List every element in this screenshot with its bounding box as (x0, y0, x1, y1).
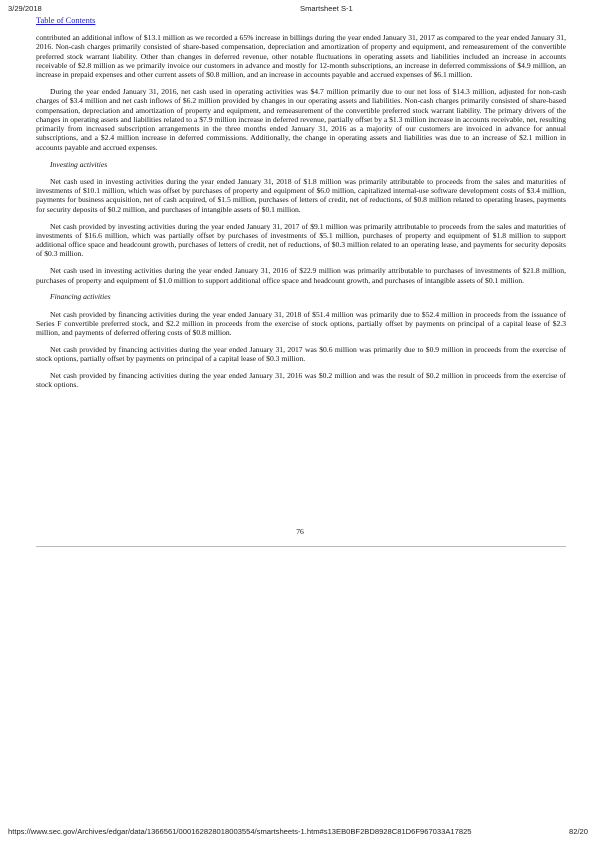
paragraph-financing-2016: Net cash provided by financing activities during the year ended January 31, 2016 was $0.2 million and was the result of $0.2 million in proceeds from the exercise of stock options. (36, 371, 566, 390)
document-title: Smartsheet S-1 (300, 4, 353, 13)
paragraph-financing-2017: Net cash provided by financing activities during the year ended January 31, 2017 was $0.6 million was primarily due to $0.9 million in proceeds from the exercise of stock options, partially offset by payments on principal of a capital lease of $0.3 million. (36, 345, 566, 364)
page-number: 76 (296, 527, 304, 536)
paragraph-investing-2017: Net cash provided by investing activities during the year ended January 31, 2017 of $9.1 million was primarily attributable to proceeds from the sales and maturities of investments of $16.6 million, which was partially offset by purchases of investments of $5.1 million, purchases of property and equipment of $1.8 million to support additional office space and headcount growth, purchases of letters of credit, net of reductions, of $0.3 million related to an operating lease, and payments for security deposits of $0.3 million. (36, 221, 566, 259)
paragraph-operating-2017: contributed an additional inflow of $13.1 million as we recorded a 65% increase in billings during the year ended January 31, 2017 as compared to the year ended January 31, 2016. Non-cash charges primarily consisted of share-based compensation, depreciation and amortization of property and equipment, and remeasurement of the convertible preferred stock warrant liability. Other than changes in deferred revenue, other notable fluctuations in operating assets and liabilities included an increase in accounts receivable of $2.8 million as we primarily invoice our customers in advance and mostly for 12-month subscriptions, an increase in deferred commissions of $4.9 million, an increase in prepaid expenses and other current assets of $0.8 million, and an increase in accounts payable and accrued expenses of $6.1 million. (36, 33, 566, 80)
paragraph-investing-2016: Net cash used in investing activities during the year ended January 31, 2016 of $22.9 million was primarily attributable to purchases of investments of $21.8 million, purchases of property and equipment of $1.0 million to support additional office space and headcount growth, and purchases of intangible assets of $0.1 million. (36, 266, 566, 285)
document-body (36, 33, 566, 397)
table-of-contents-link[interactable]: Table of Contents (36, 16, 96, 25)
paragraph-financing-2018: Net cash provided by financing activities during the year ended January 31, 2018 of $51.4 million was primarily due to $52.4 million in proceeds from the issuance of Series F convertible preferred stock, and $2.2 million in proceeds from the exercise of stock options, partially offset by payments on principal of a capital lease of $2.3 million, and payments of deferred offering costs of $0.8 million. (36, 309, 566, 338)
heading-financing-activities: Financing activities (50, 292, 111, 302)
footer-url: https://www.sec.gov/Archives/edgar/data/1366561/000162828018003554/smartsheets-1.htm#s13EB0BF2BD8928C81D6F967033A17825 (8, 827, 472, 836)
paragraph-operating-2016: During the year ended January 31, 2016, net cash used in operating activities was $4.7 million primarily due to our net loss of $14.3 million, adjusted for non-cash charges of $3.4 million and net cash inflows of $6.2 million provided by changes in our operating assets and liabilities. Non-cash charges primarily consisted of share-based compensation, depreciation and amortization of property and equipment, and remeasurement of the convertible preferred stock warrant liability. The primary drivers of the changes in operating assets and liabilities related to a $7.9 million increase in deferred revenue, partially offset by a $1.3 million increase in accounts receivable, net, resulting primarily from increased subscription arrangements in the three months ended January 31, 2016 as a majority of our customers are invoiced in advance for annual subscriptions, and a $2.4 million increase in deferred commissions. Additionally, the change in operating assets and liabilities was due to an increase of $2.1 million in accounts payable and accrued expenses. (36, 86, 566, 152)
paragraph-investing-2018: Net cash used in investing activities during the year ended January 31, 2018 of $1.8 million was primarily attributable to proceeds from the sales and maturities of investments of $10.1 million, which was offset by purchases of property and equipment of $6.0 million, capitalized internal-use software development costs of $3.4 million, payments for business acquisition, net of cash acquired, of $1.5 million, purchases of letters of credit, net of reductions, of $0.8 million related to operating leases, payments for security deposits of $0.2 million, and purchases of intangible assets of $0.1 million. (36, 176, 566, 214)
page-divider (36, 546, 566, 547)
footer-page-counter: 82/20 (569, 827, 589, 836)
print-date: 3/29/2018 (8, 4, 42, 13)
heading-investing-activities: Investing activities (50, 159, 108, 169)
